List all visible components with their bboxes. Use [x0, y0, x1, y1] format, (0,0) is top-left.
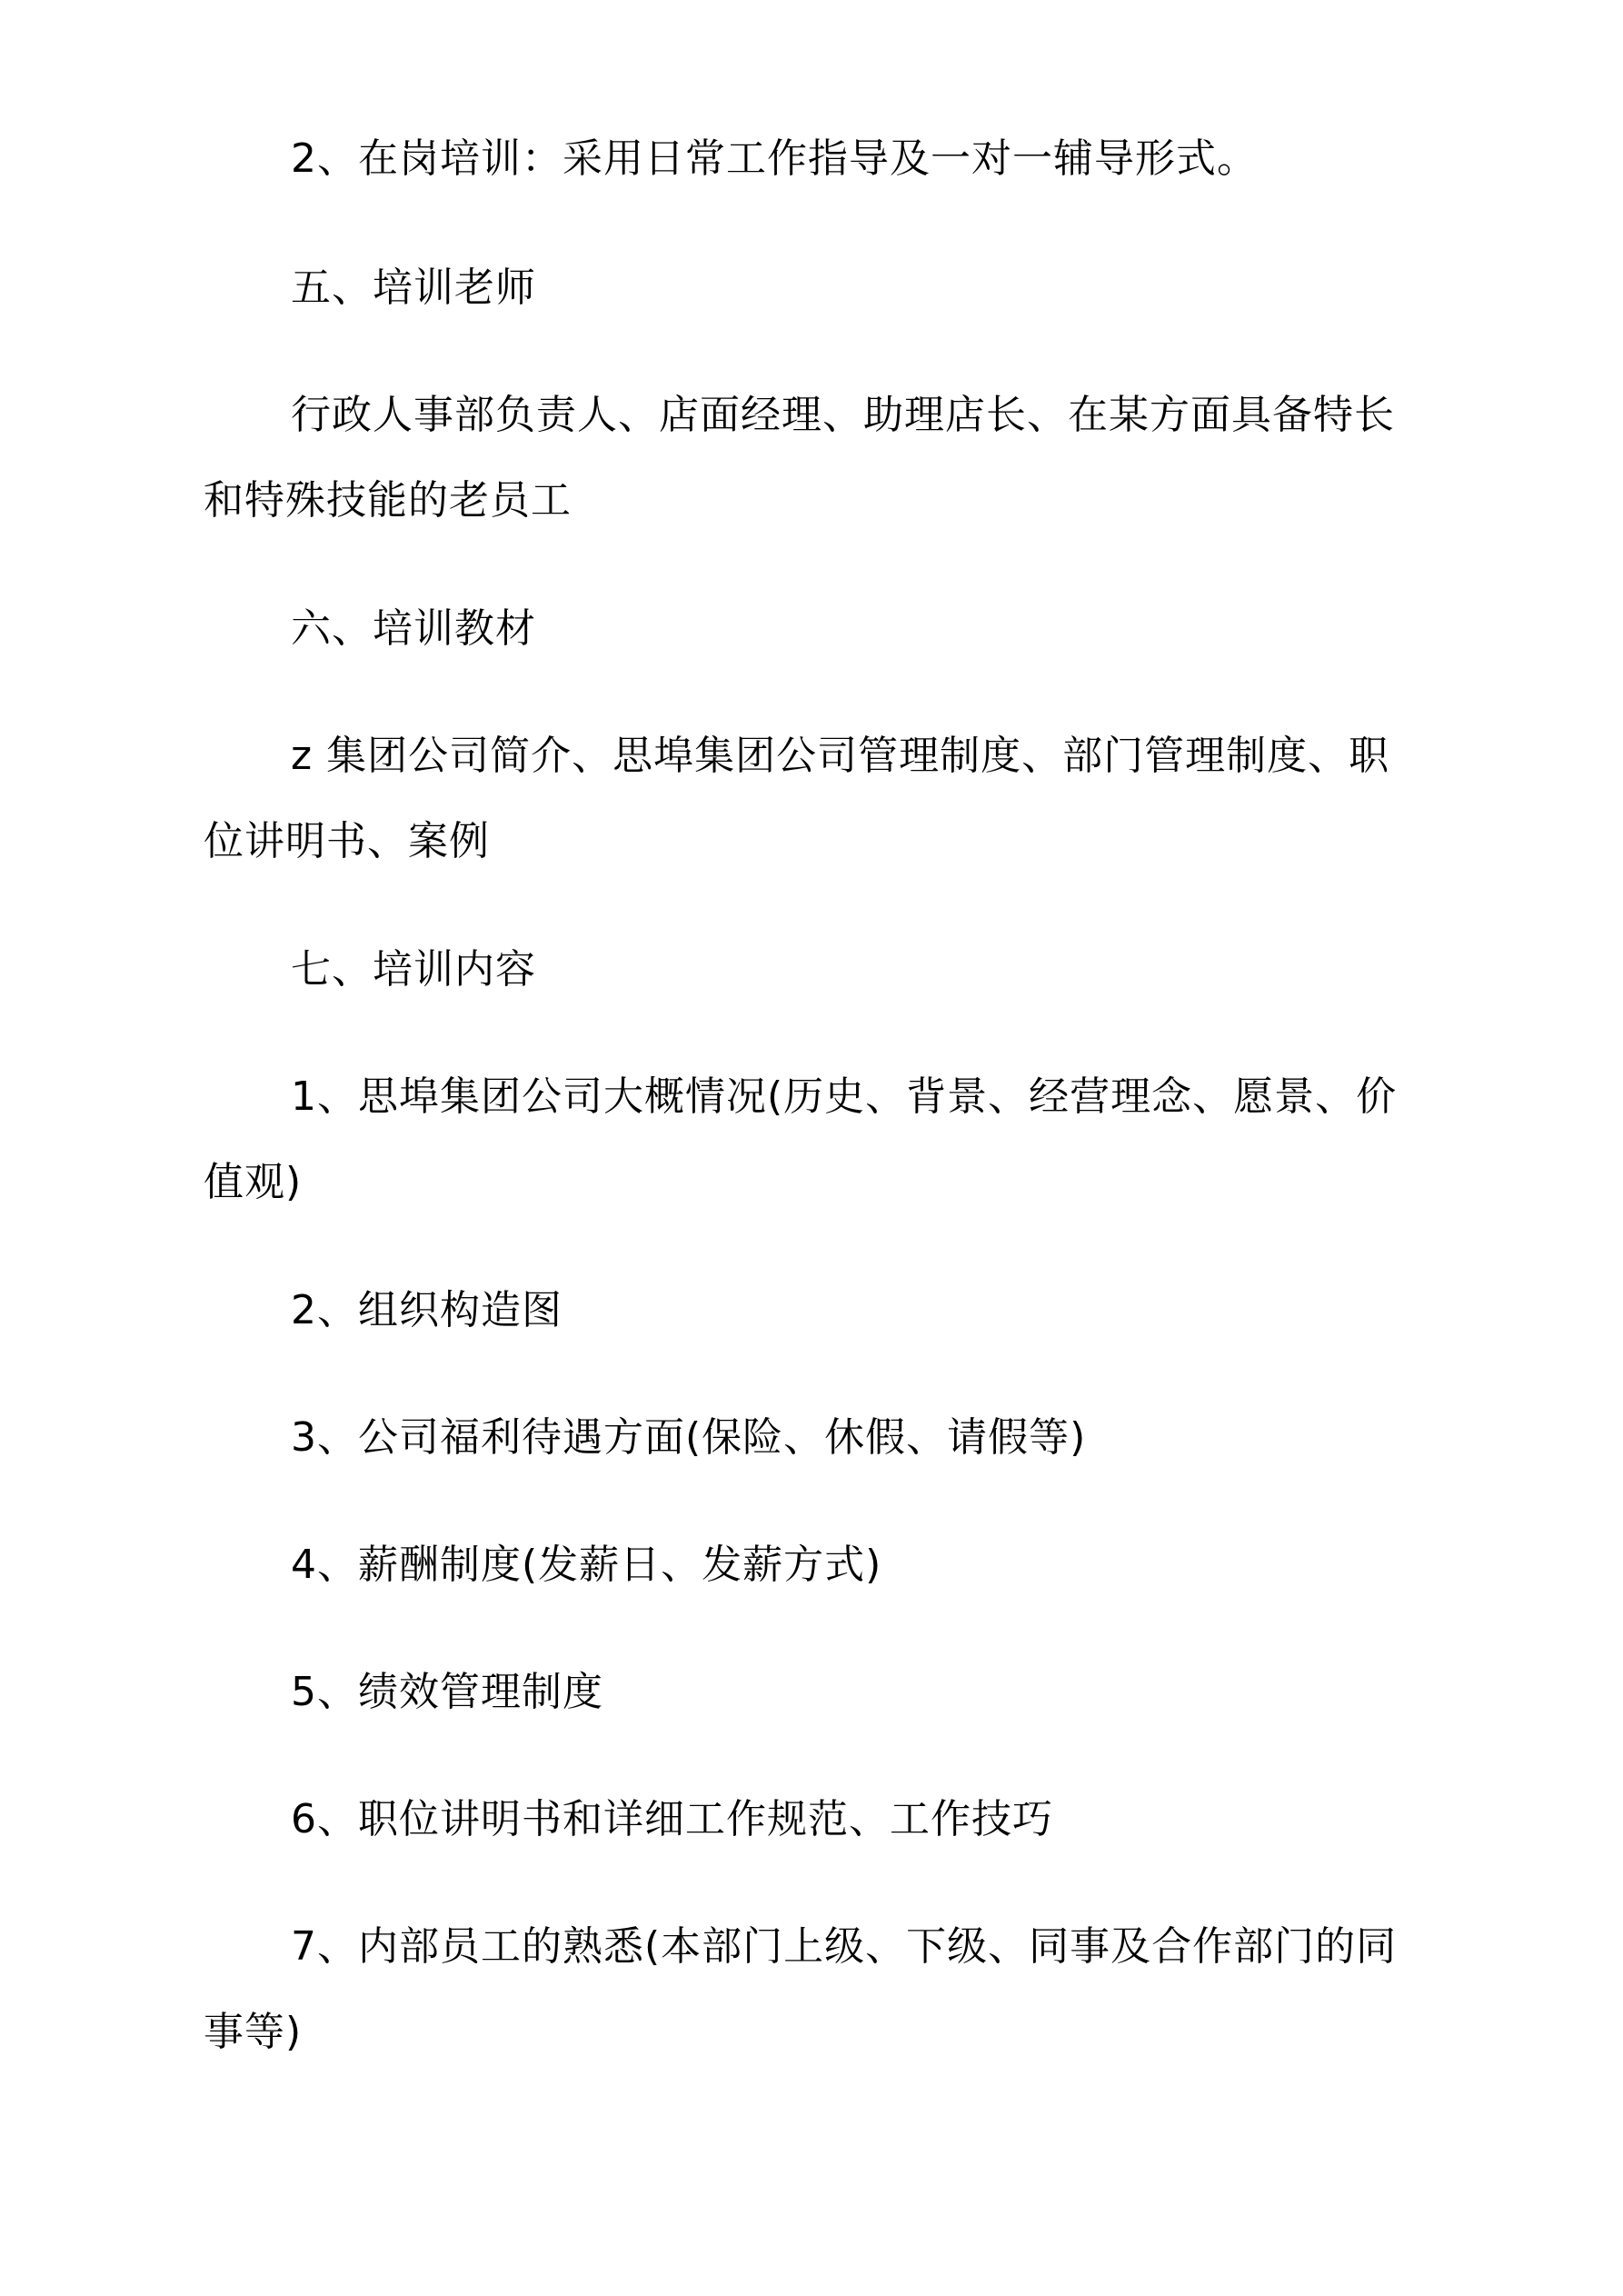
heading-trainers: 五、培训老师 — [291, 265, 536, 311]
heading-content: 七、培训内容 — [291, 946, 536, 993]
list-item-colleagues: 7、内部员工的熟悉(本部门上级、下级、同事及合作部门的同事等) — [204, 1923, 1398, 2055]
paragraph-onsite-training: 2、在岗培训：采用日常工作指导及一对一辅导形式。 — [291, 135, 1258, 182]
list-item-org-chart: 2、组织构造图 — [291, 1287, 563, 1333]
paragraph-materials: z 集团公司简介、思埠集团公司管理制度、部门管理制度、职位讲明书、案例 — [204, 733, 1390, 864]
paragraph-trainers: 行政人事部负责人、店面经理、助理店长、在某方面具备特长和特殊技能的老员工 — [204, 392, 1395, 524]
heading-materials: 六、培训教材 — [291, 605, 536, 652]
list-item-salary: 4、薪酬制度(发薪日、发薪方式) — [291, 1542, 882, 1588]
list-item-job-description: 6、职位讲明书和详细工作规范、工作技巧 — [291, 1796, 1053, 1842]
list-item-performance: 5、绩效管理制度 — [291, 1669, 603, 1715]
list-item-company-overview: 1、思埠集团公司大概情况(历史、背景、经营理念、愿景、价值观) — [204, 1073, 1398, 1205]
list-item-benefits: 3、公司福利待遇方面(保险、休假、请假等) — [291, 1414, 1087, 1461]
